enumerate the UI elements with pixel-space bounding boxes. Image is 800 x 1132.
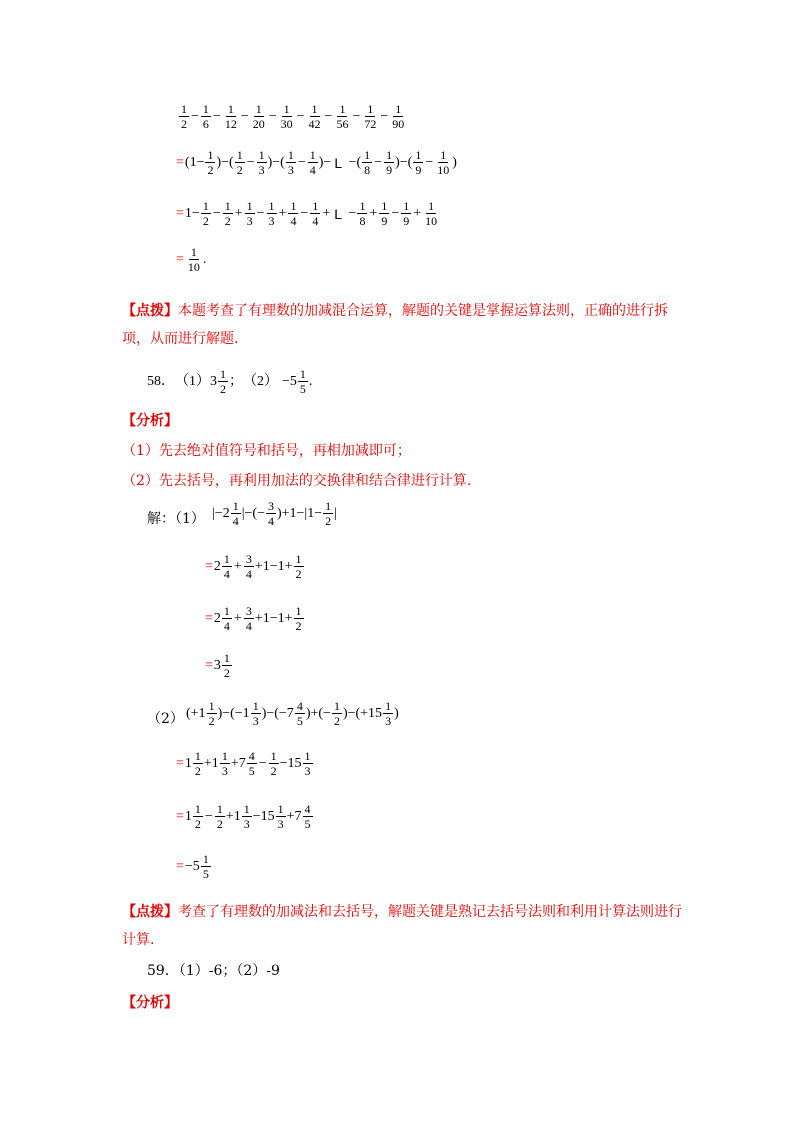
expression-text: )−( [395,154,413,170]
operator: − [296,108,305,124]
denominator: 30 [280,117,293,131]
numerator: 1 [224,199,231,213]
denominator: 3 [246,214,253,228]
fraction [245,200,255,227]
denominator: 4 [290,214,297,228]
fraction [201,853,211,880]
denominator: 3 [221,764,228,778]
answer-2-whole: −5 [282,373,297,389]
denominator: 2 [325,514,332,528]
separator: ； [229,373,243,389]
solution-label: 解：（1） [147,511,205,527]
denominator: 2 [295,567,302,581]
fraction [193,803,203,830]
solution-2-line-3 [176,853,212,880]
denominator: 2 [181,117,187,131]
numerator: 1 [202,852,209,866]
operator: − [258,755,267,771]
fraction [310,200,320,227]
fraction [205,149,215,176]
numerator: 1 [194,802,201,816]
fraction [332,700,342,727]
denominator: 9 [381,214,388,228]
operator: + [234,205,243,221]
numerator: 1 [287,148,294,162]
numerator: 1 [333,699,340,713]
numerator: 1 [232,499,239,513]
fraction [294,605,304,632]
operator: − [212,108,221,124]
answer-1-fraction [218,368,228,395]
numerator: 1 [283,102,290,116]
operator: + [233,558,242,574]
denominator: 2 [224,214,231,228]
tip-label: 【点拨】 [122,303,178,319]
question-number: 58． [147,373,175,389]
numerator: 1 [339,102,346,116]
denominator: 56 [336,117,349,131]
answer-text: （1）-6；（2）-9 [178,963,280,979]
numerator: 1 [246,199,253,213]
equals-sign: = [176,755,184,771]
sum-line-1 [178,103,407,130]
fraction [223,103,239,130]
fraction [288,200,298,227]
fraction [413,149,423,176]
numerator: 1 [194,749,201,763]
question-59-answer [147,964,280,978]
denominator: 2 [333,714,340,728]
numerator: 1 [258,148,265,162]
denominator: 3 [268,214,275,228]
fraction [244,553,254,580]
numerator: 1 [221,749,228,763]
denominator: 5 [248,764,255,778]
numerator: 1 [364,148,371,162]
expression-text: +1 [225,808,241,824]
fraction [201,103,211,130]
operator: + [413,205,422,221]
numerator: 3 [267,499,274,513]
expression-text: 1 [184,755,192,771]
fraction [295,700,305,727]
denominator: 2 [216,817,223,831]
denominator: 8 [364,163,371,177]
expression-text: +7 [286,808,302,824]
fraction [303,803,313,830]
numerator: 4 [248,749,255,763]
expression-text: | [334,505,337,521]
expression-text: 3 [213,657,221,673]
fraction [357,200,367,227]
fraction [383,700,393,727]
numerator: 1 [299,367,306,381]
fraction [323,500,333,527]
solution-1-line-1 [205,553,305,580]
operator: − [324,108,333,124]
operator: + [322,205,331,221]
expression-text: )−(−1 [217,705,250,721]
fraction [251,700,261,727]
equals-sign: = [176,154,184,170]
equals-sign: = [205,558,213,574]
numerator: 1 [268,199,275,213]
denominator: 3 [277,817,284,831]
fraction [286,149,296,176]
denominator: 2 [208,714,215,728]
denominator: 4 [267,514,274,528]
period: . [308,373,313,389]
expression-text: 1− [184,205,200,221]
ellipsis-symbol: L [334,205,343,222]
operator: + [369,205,378,221]
numerator: 1 [385,699,392,713]
equals-sign: = [205,610,213,626]
operator: − [425,154,434,170]
fraction [267,200,277,227]
denominator: 10 [437,163,450,177]
tip-paragraph-1 [122,297,682,353]
numerator: 1 [381,199,388,213]
denominator: 2 [194,817,201,831]
fraction [279,103,295,130]
expression-text: ) [452,154,457,170]
numerator: 1 [290,199,297,213]
fraction [207,700,217,727]
solution-2-line-2 [176,803,314,830]
denominator: 4 [232,514,239,528]
ellipsis-symbol: L [334,154,343,171]
fraction [307,103,323,130]
numerator: 1 [181,102,187,116]
fraction [423,200,439,227]
fraction [362,103,378,130]
expression-text: )−( [267,154,285,170]
fraction [186,246,202,273]
denominator: 2 [236,163,243,177]
denominator: 5 [299,382,306,396]
fraction [435,149,451,176]
solution-2-line-0 [186,700,399,727]
fraction [179,103,189,130]
operator: − [297,154,306,170]
numerator: 1 [208,699,215,713]
numerator: 1 [270,749,277,763]
operator: − [240,108,249,124]
numerator: 1 [216,802,223,816]
fraction [334,103,350,130]
expression-text: |−2 [212,505,230,521]
numerator: 1 [386,148,393,162]
fraction [294,553,304,580]
numerator: 1 [202,102,209,116]
numerator: 1 [440,148,447,162]
denominator: 3 [287,163,294,177]
expression-text: +7 [230,755,246,771]
fraction [303,750,313,777]
expression-text: ) [394,705,399,721]
operator: − [391,205,400,221]
fraction [384,149,394,176]
denominator: 4 [312,214,319,228]
expression-text: )−( [216,154,234,170]
numerator: 1 [236,148,243,162]
fraction [222,652,232,679]
sum-line-4 [176,246,206,273]
fraction [242,803,252,830]
equals-sign: = [176,251,184,267]
denominator: 72 [364,117,377,131]
fraction [231,500,241,527]
fraction [266,500,276,527]
expression-text: )+(− [305,705,331,721]
expression-text: )−(+15 [342,705,383,721]
fraction [201,200,211,227]
numerator: 4 [304,802,311,816]
equals-sign: = [176,858,184,874]
solution-1-line-2 [205,605,305,632]
expression-text: +1−1+ [254,558,293,574]
denominator: 4 [245,619,252,633]
expression-text: |−(− [241,505,265,521]
tip-text: 本题考查了有理数的加减混合运算，解题的关键是掌握运算法则，正确的进行拆项，从而进行解题. [122,303,668,347]
tip-text: 考查了有理数的加减法和去括号，解题关键是熟记去括号法则和利用计算法则进行计算. [122,904,682,948]
expression-text: )+1−|1− [276,505,323,521]
part-1-label: （1） [175,373,210,389]
numerator: 1 [428,199,435,213]
operator: − [268,108,277,124]
numerator: 1 [359,199,366,213]
part-2-label: （2） [243,373,278,389]
operator: − [191,108,199,124]
numerator: 3 [245,604,252,618]
operator: − [204,808,213,824]
numerator: 1 [220,367,226,381]
numerator: 1 [207,148,214,162]
tip-paragraph-2 [122,898,682,954]
denominator: 3 [252,714,259,728]
denominator: 3 [243,817,250,831]
denominator: 2 [295,619,302,633]
operator: − [246,154,255,170]
solution-2-line-1 [176,750,314,777]
numerator: 1 [223,552,230,566]
denominator: 42 [308,117,321,131]
numerator: 1 [295,552,302,566]
fraction [244,605,254,632]
expression-text: −15 [252,808,275,824]
numerator: 1 [202,199,209,213]
denominator: 9 [403,214,410,228]
numerator: 1 [312,199,319,213]
numerator: 1 [243,802,250,816]
denominator: 9 [415,163,422,177]
fraction [223,200,233,227]
operator: − [374,154,383,170]
denominator: 5 [304,817,311,831]
solution-1-line-0 [212,500,337,527]
expression-text: −15 [279,755,302,771]
numerator: 1 [311,102,318,116]
answer-2-fraction [298,368,308,395]
numerator: 1 [403,199,410,213]
numerator: 1 [304,749,311,763]
fraction [401,200,411,227]
expression-text: (1− [184,154,205,170]
question-number: 59． [147,963,179,979]
expression-text: 1 [184,808,192,824]
numerator: 1 [227,102,234,116]
denominator: 2 [207,163,214,177]
fraction [222,553,232,580]
numerator: 1 [415,148,422,162]
denominator: 2 [194,764,201,778]
numerator: 1 [309,148,316,162]
equals-sign: = [205,657,213,673]
denominator: 2 [220,382,226,396]
solution-1-line-3 [205,652,233,679]
denominator: 2 [223,666,230,680]
question-58-answer [147,368,312,395]
analysis-heading-2: 【分析】 [122,995,178,1011]
equals-sign: = [176,808,184,824]
sum-line-2 [176,149,457,176]
operator: − [256,205,265,221]
denominator: 10 [187,260,200,274]
denominator: 2 [202,214,209,228]
numerator: 1 [395,102,402,116]
numerator: 1 [223,604,230,618]
denominator: 20 [252,117,265,131]
expression-text: )−(−7 [261,705,294,721]
denominator: 10 [425,214,438,228]
operator: − [300,205,309,221]
analysis-line-2: （2）先去括号，再利用加法的交换律和结合律进行计算. [122,473,472,489]
denominator: 3 [258,163,265,177]
tip-label: 【点拨】 [122,904,178,920]
analysis-heading: 【分析】 [122,413,178,429]
fraction [220,750,230,777]
fraction [247,750,257,777]
numerator: 1 [277,802,284,816]
operator: − [380,108,389,124]
answer-1-whole: 3 [210,373,217,389]
numerator: 1 [223,651,230,665]
fraction [269,750,279,777]
operator: − [212,205,221,221]
numerator: 1 [367,102,374,116]
expression-text: − [345,205,357,221]
expression-text: 2 [213,610,221,626]
expression-text: )− [318,154,332,170]
fraction [215,803,225,830]
numerator: 1 [252,699,259,713]
fraction [193,750,203,777]
denominator: 4 [309,163,316,177]
analysis-line-1: （1）先去绝对值符号和括号，再相加减即可； [122,443,411,459]
numerator: 1 [255,102,262,116]
denominator: 3 [304,764,311,778]
fraction [235,149,245,176]
fraction [276,803,286,830]
solution-2-label: （2） [147,711,184,727]
denominator: 12 [224,117,237,131]
numerator: 1 [190,245,197,259]
denominator: 6 [202,117,209,131]
numerator: 4 [296,699,303,713]
denominator: 4 [223,619,230,633]
denominator: 90 [392,117,405,131]
expression-text: −5 [184,858,200,874]
sum-line-3 [176,200,440,227]
fraction [362,149,372,176]
expression-text: −( [345,154,362,170]
fraction [257,149,267,176]
fraction [308,149,318,176]
numerator: 1 [295,604,302,618]
denominator: 4 [223,567,230,581]
expression-text: . [202,251,207,267]
numerator: 1 [325,499,332,513]
operator: + [233,610,242,626]
denominator: 5 [202,867,209,881]
numerator: 3 [245,552,252,566]
fraction [222,605,232,632]
denominator: 3 [385,714,392,728]
denominator: 2 [270,764,277,778]
equals-sign: = [176,205,184,221]
denominator: 5 [296,714,303,728]
operator: + [278,205,287,221]
denominator: 4 [245,567,252,581]
fraction [390,103,406,130]
denominator: 8 [359,214,366,228]
expression-text: +1 [203,755,219,771]
denominator: 9 [386,163,393,177]
expression-text: 2 [213,558,221,574]
expression-text: (+1 [186,705,206,721]
operator: − [352,108,361,124]
fraction [251,103,267,130]
expression-text: +1−1+ [254,610,293,626]
fraction [379,200,389,227]
